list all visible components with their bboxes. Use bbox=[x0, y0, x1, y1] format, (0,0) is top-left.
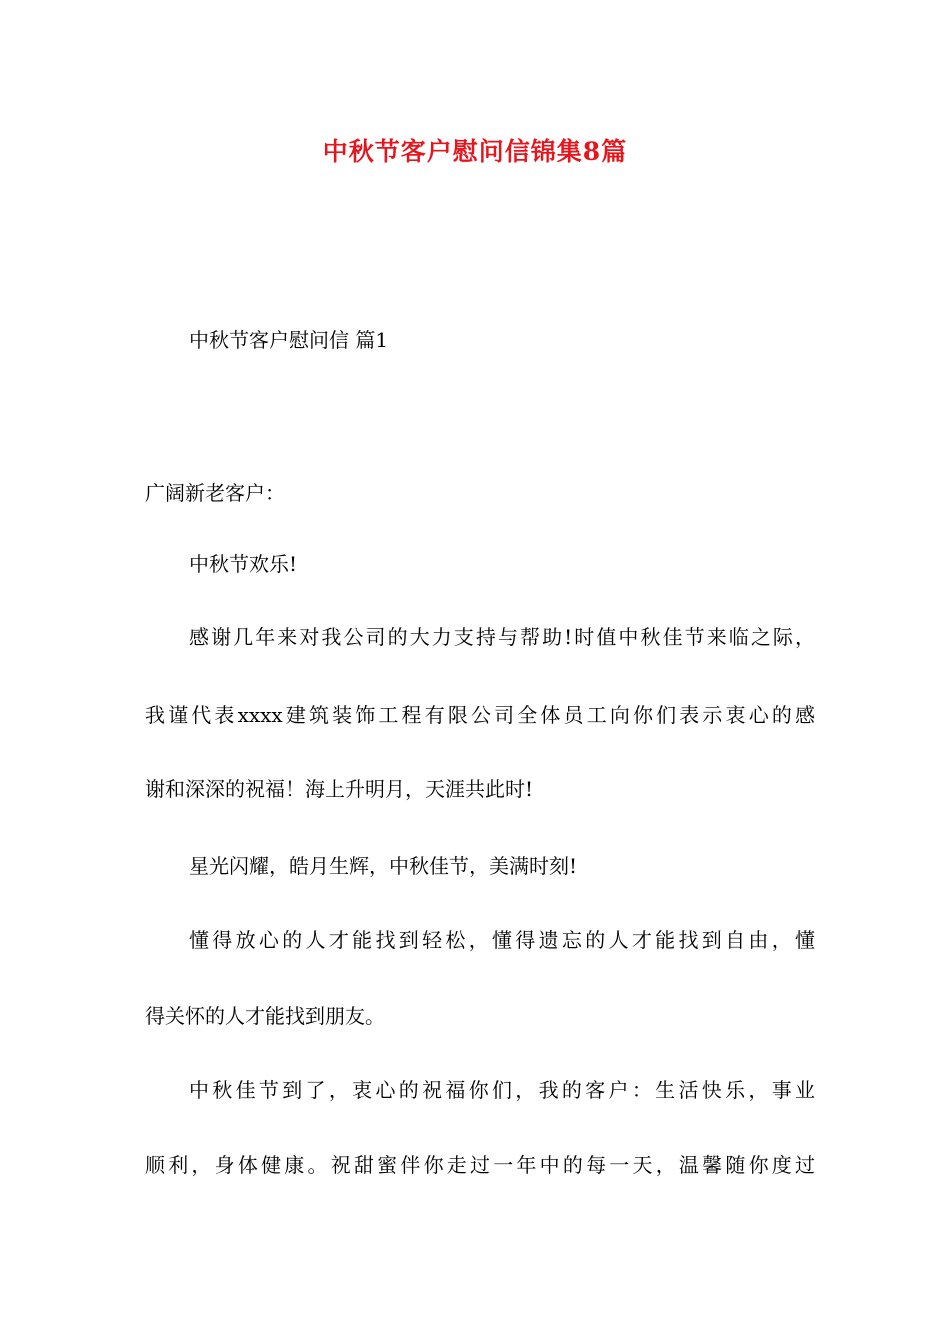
paragraph-line: 谢和深深的祝福！海上升明月，天涯共此时! bbox=[145, 777, 534, 801]
paragraph-line: 懂得放心的人才能找到轻松，懂得遗忘的人才能找到自由，懂 bbox=[189, 928, 815, 952]
paragraph-line: 中秋节欢乐! bbox=[189, 552, 298, 576]
paragraph-line: 星光闪耀，皓月生辉，中秋佳节，美满时刻! bbox=[189, 854, 578, 878]
paragraph-line: 得关怀的人才能找到朋友。 bbox=[145, 1004, 385, 1028]
salutation: 广阔新老客户： bbox=[145, 481, 285, 505]
paragraph-line: 我谨代表xxxx建筑装饰工程有限公司全体员工向你们表示衷心的感 bbox=[145, 703, 815, 727]
paragraph-line: 中秋佳节到了，衷心的祝福你们，我的客户：生活快乐，事业 bbox=[189, 1078, 815, 1102]
paragraph-line: 顺利，身体健康。祝甜蜜伴你走过一年中的每一天，温馨随你度过 bbox=[145, 1153, 815, 1177]
section-heading: 中秋节客户慰问信 篇1 bbox=[189, 328, 389, 352]
document-title: 中秋节客户慰问信锦集8篇 bbox=[322, 137, 628, 166]
paragraph-line: 感谢几年来对我公司的大力支持与帮助!时值中秋佳节来临之际， bbox=[189, 625, 815, 649]
